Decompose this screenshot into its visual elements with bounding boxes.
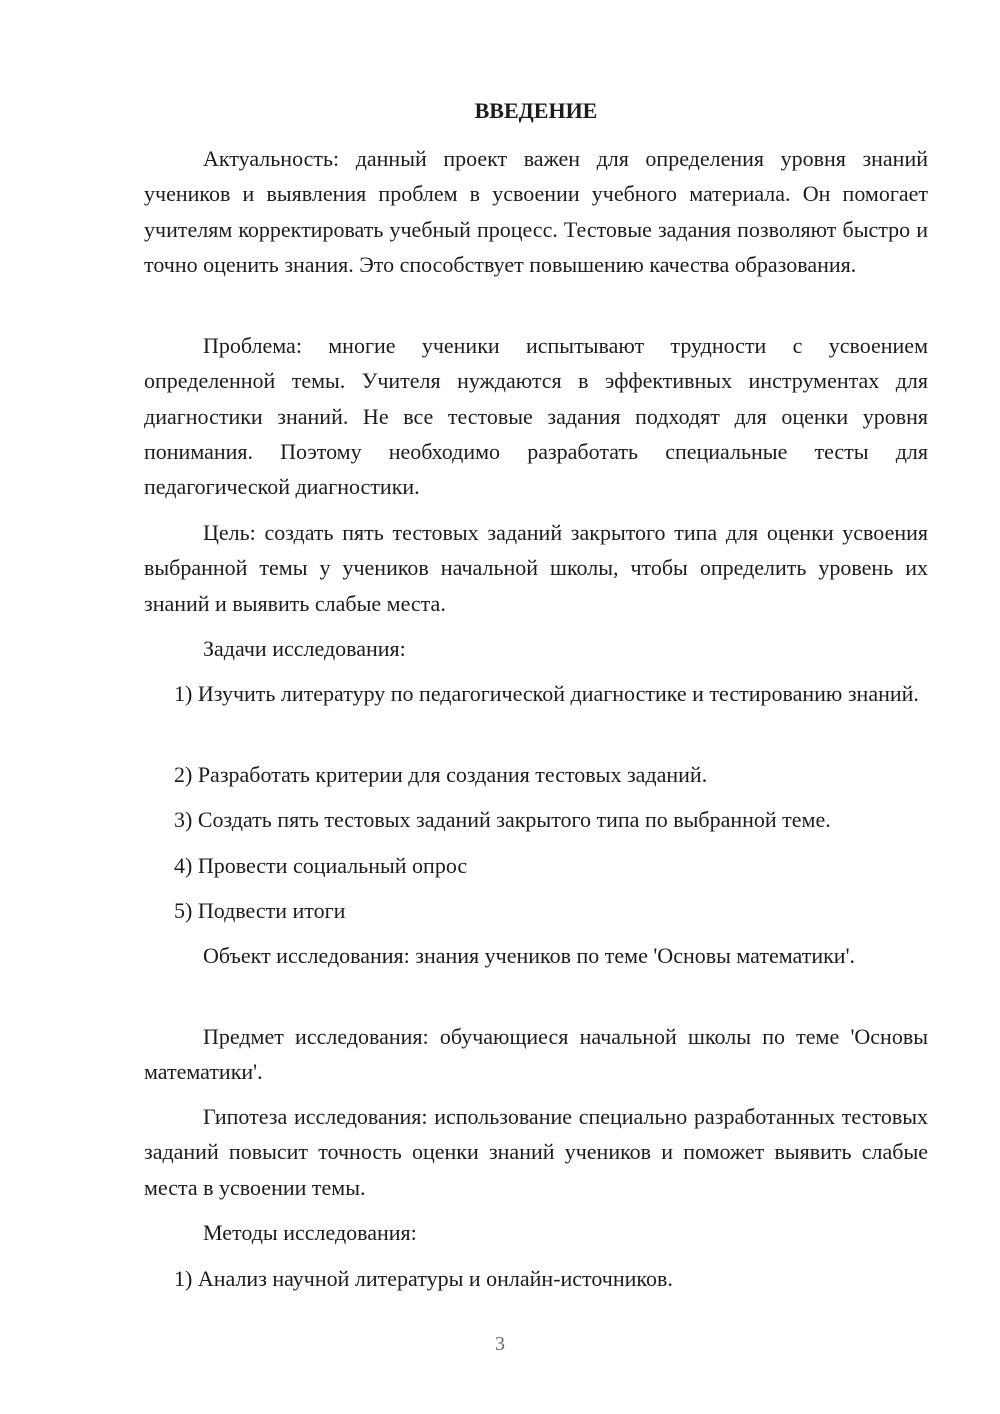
goal-paragraph: Цель: создать пять тестовых заданий закрытого типа для оценки усвоения выбранной темы у учеников начальной школы, чтобы определить уровень их знаний и выявить слабые места.: [144, 520, 928, 616]
problem-paragraph: Проблема: многие ученики испытывают трудности с усвоением определенной темы. Учителя нуждаются в эффективных инструментах для диагностики знаний. Не все тестовые задания подходят для оценки уровня понимания. Поэтому необходимо разработать специальные тесты для педагогической диагностики.: [144, 333, 928, 500]
actuality-paragraph: Актуальность: данный проект важен для определения уровня знаний учеников и выявления проблем в усвоении учебного материала. Он помогает учителям корректировать учебный процесс. Тестовые задания позволяют быстро и точно оценить знания. Это способствует повышению качества образования.: [144, 146, 928, 277]
tasks-title: Задачи исследования:: [203, 636, 406, 661]
subject-paragraph: Предмет исследования: обучающиеся начальной школы по теме 'Основы математики'.: [144, 1024, 928, 1085]
tasks-list-item: 5) Подвести итоги: [174, 898, 346, 923]
page-title: ВВЕДЕНИЕ: [474, 98, 598, 123]
methods-list-item: 1) Анализ научной литературы и онлайн-источников.: [174, 1266, 673, 1291]
tasks-list-item: 1) Изучить литературу по педагогической диагностике и тестированию знаний.: [174, 681, 919, 706]
page-number: 3: [495, 1333, 505, 1355]
tasks-list-item: 3) Создать пять тестовых заданий закрытого типа по выбранной теме.: [174, 807, 831, 832]
hypothesis-paragraph: Гипотеза исследования: использование специально разработанных тестовых заданий повысит точность оценки знаний учеников и поможет выявить слабые места в усвоении темы.: [144, 1104, 928, 1200]
object-paragraph: Объект исследования: знания учеников по теме 'Основы математики'.: [203, 943, 856, 968]
methods-title: Методы исследования:: [203, 1220, 417, 1245]
tasks-list-item: 2) Разработать критерии для создания тестовых заданий.: [174, 762, 708, 787]
tasks-list-item: 4) Провести социальный опрос: [174, 853, 468, 878]
